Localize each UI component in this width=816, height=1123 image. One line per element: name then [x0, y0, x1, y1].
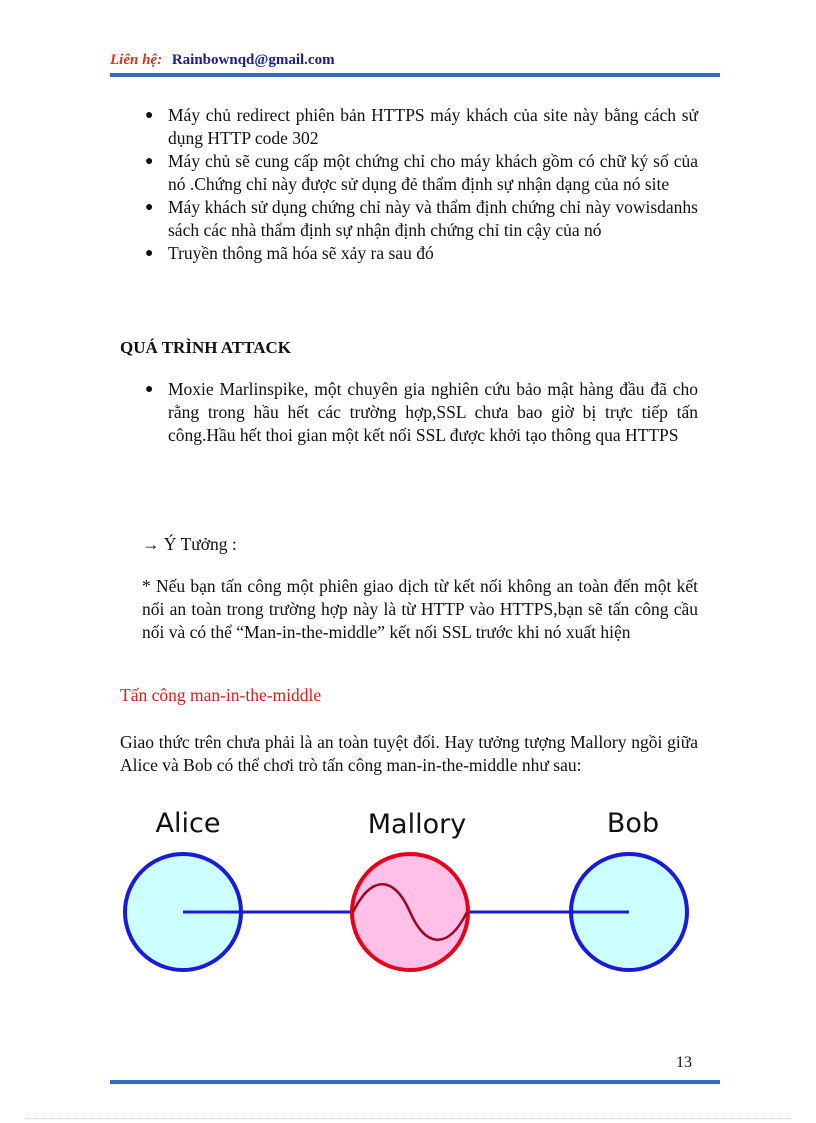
- contact-email: Rainbownqd@gmail.com: [171, 52, 335, 68]
- bullet-icon: ●: [145, 200, 154, 215]
- mitm-diagram: [120, 800, 700, 980]
- attack-heading: QUÁ TRÌNH ATTACK: [120, 338, 291, 357]
- top-bullet-section: [120, 104, 698, 265]
- list-item: ● Máy chủ redirect phiên bản HTTPS máy khách của site này bằng cách sử dụng HTTP code 302: [145, 105, 698, 148]
- alice-label: Alice: [155, 808, 221, 839]
- idea-label: → Ý Tưởng :: [142, 534, 237, 554]
- mallory-label: Mallory: [367, 809, 467, 840]
- mitm-heading: Tấn công man-in-the-middle: [120, 685, 322, 705]
- bullet-icon: ●: [145, 246, 154, 261]
- bullet-icon: ●: [145, 154, 154, 169]
- bob-label: Bob: [606, 808, 660, 839]
- list-item: ● Máy khách sử dụng chứng chỉ này và thẩm định chứng chỉ này vowisdanhs sách các nhà thẩm định sự nhận định chứng chỉ tin cậy của nó: [145, 197, 698, 240]
- header-rule: [110, 73, 720, 77]
- mitm-paragraph: [120, 731, 698, 777]
- attack-bullet-list: [120, 378, 698, 447]
- list-item: ● Moxie Marlinspike, một chuyên gia nghiên cứu bảo mật hàng đầu đã cho rằng trong hầu hết các trường hợp,SSL chưa bao giờ bị trực tiếp tấn công.Hầu hết thoi gian một kết nối SSL được khởi tạo thông qua HTTPS: [145, 379, 698, 445]
- idea-text: * Nếu bạn tấn công một phiên giao dịch từ kết nối không an toàn đến một kết nối an toàn trong trường hợp này là từ HTTP vào HTTPS,bạn sẽ tấn công cầu nối và có thể “Man-in-the-middle” kết nối SSL trước khi nó xuất hiện: [142, 576, 698, 642]
- list-item: ● Truyền thông mã hóa sẽ xảy ra sau đó: [145, 243, 434, 263]
- footer-rule: [110, 1080, 720, 1084]
- attack-bullet-section: [120, 378, 698, 447]
- mitm-paragraph-text: Giao thức trên chưa phải là an toàn tuyệt đối. Hay tưởng tượng Mallory ngồi giữa Alice và Bob có thể chơi trò tấn công man-in-the-middle như sau:: [120, 732, 698, 775]
- contact-label: Liên hệ:: [110, 52, 163, 68]
- list-item: ● Máy chủ sẽ cung cấp một chứng chỉ cho máy khách gồm có chữ ký số của nó .Chứng chỉ này được sử dụng đẻ thẩm định sự nhận dạng của nó site: [145, 151, 698, 194]
- page-header: [110, 52, 720, 74]
- page-number: 13: [676, 1054, 692, 1071]
- bullet-icon: ●: [145, 382, 154, 397]
- page-edge-dots: [25, 1118, 791, 1119]
- top-bullet-list: [120, 104, 698, 265]
- bullet-icon: ●: [145, 108, 154, 123]
